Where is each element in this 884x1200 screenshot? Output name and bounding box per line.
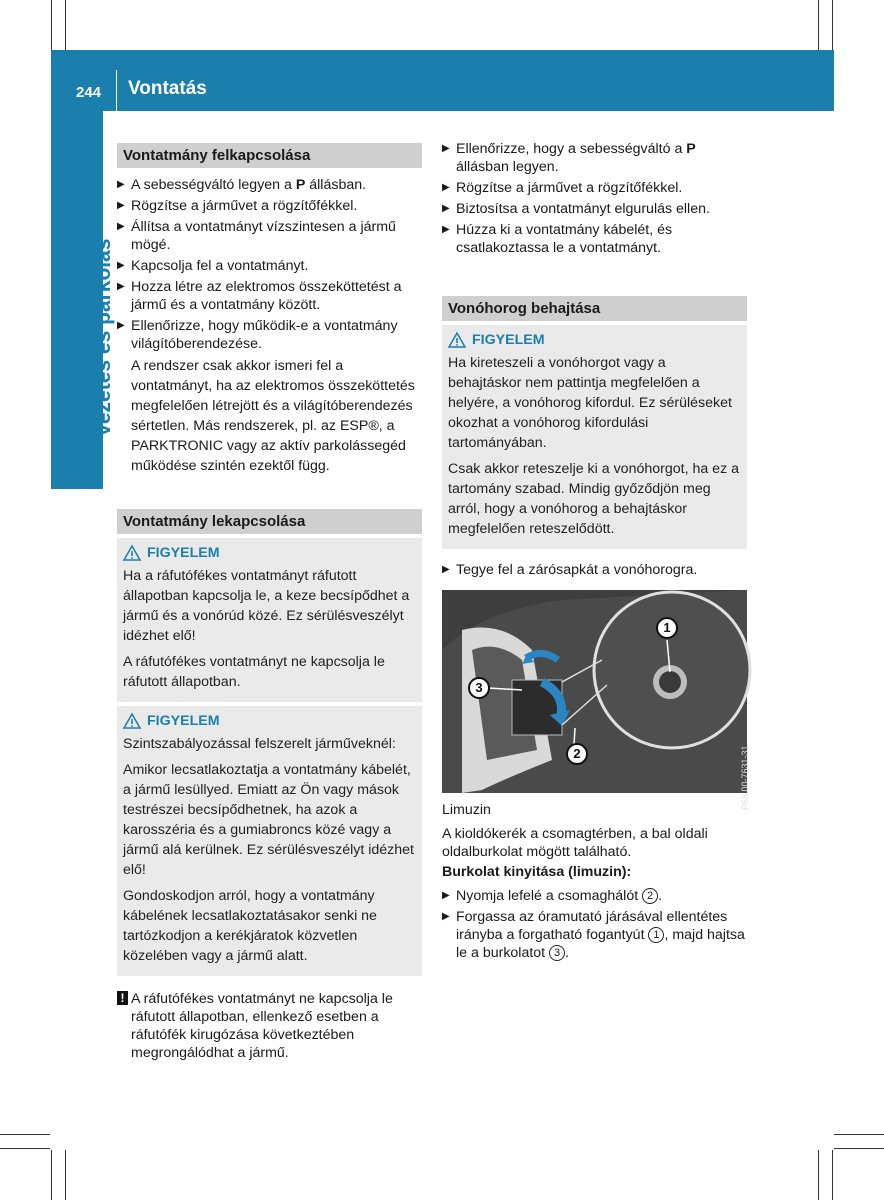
body-text: A kioldókerék a csomagtérben, a bal oldali oldalburkolat mögött található. bbox=[442, 826, 708, 860]
warning-triangle-icon bbox=[448, 332, 466, 348]
callout-3: 3 bbox=[475, 680, 483, 695]
step-item: ▶ Rögzítse a járművet a rögzítőfékkel. bbox=[442, 180, 683, 196]
step-item: ▶ Tegye fel a zárósapkát a vonóhorogra. bbox=[442, 562, 698, 578]
section-heading: Vontatmány felkapcsolása bbox=[117, 143, 422, 168]
right-column bbox=[442, 140, 750, 965]
step-arrow-icon: ▶ bbox=[117, 320, 125, 331]
callout-ref: 3 bbox=[549, 945, 565, 961]
section-heading: Vontatmány lekapcsolása bbox=[117, 509, 422, 534]
step-item: ▶ Ellenőrizze, hogy a sebességváltó a P állásban legyen. bbox=[442, 141, 696, 175]
step-item: ▶ Hozza létre az elektromos összeköttetést a jármű és a vontatmány között. bbox=[117, 279, 402, 313]
crop-mark bbox=[0, 1134, 50, 1135]
step-item: ▶ Állítsa a vontatmányt vízszintesen a jármű mögé. bbox=[117, 219, 396, 253]
step-item: ▶ Biztosítsa a vontatmányt elgurulás ellen. bbox=[442, 201, 710, 217]
crop-mark bbox=[834, 1148, 884, 1149]
step-item: ▶ Ellenőrizze, hogy működik-e a vontatmány világítóberendezése. bbox=[117, 318, 398, 352]
crop-mark bbox=[65, 0, 66, 50]
warning-text: Amikor lecsatlakoztatja a vontatmány kábelét, a jármű lesüllyed. Emiatt az Ön vagy mások testrészei becsípődhetnek, ha azok a karosszéria és a gumiabroncs közé vagy a jármű alá kerülnek. Ez sérülésveszélyt idézhet elő! bbox=[123, 762, 414, 878]
warning-box bbox=[117, 706, 422, 976]
step-arrow-icon: ▶ bbox=[442, 564, 450, 575]
crop-mark bbox=[51, 1150, 52, 1200]
side-tab-label: Vezetés és parkolás bbox=[92, 238, 115, 437]
step-arrow-icon: ▶ bbox=[117, 200, 125, 211]
step-item: ▶ Húzza ki a vontatmány kábelét, és csatlakoztassa le a vontatmányt. bbox=[442, 222, 673, 256]
step-item: ▶ Kapcsolja fel a vontatmányt. bbox=[117, 258, 309, 274]
step-item: ▶ Forgassa az óramutató járásával ellentétes irányba a forgatható fogantyút 1 , majd hajtsa le a burkolatot 3 . bbox=[442, 909, 745, 961]
trunk-drawing bbox=[442, 590, 747, 793]
step-arrow-icon: ▶ bbox=[117, 260, 125, 271]
warning-text: A ráfutófékes vontatmányt ne kapcsolja le ráfutott állapotban. bbox=[123, 654, 385, 690]
page-title: Vontatás bbox=[128, 78, 207, 99]
warning-box bbox=[117, 538, 422, 702]
step-list bbox=[442, 140, 747, 257]
step-arrow-icon: ▶ bbox=[442, 143, 450, 154]
crop-mark bbox=[0, 1148, 50, 1149]
step-item: ▶ Rögzítse a járművet a rögzítőfékkel. bbox=[117, 198, 358, 214]
step-item: ▶ A sebességváltó legyen a P állásban. bbox=[117, 177, 367, 193]
step-arrow-icon: ▶ bbox=[442, 203, 450, 214]
callout-ref: 2 bbox=[642, 888, 658, 904]
left-column bbox=[117, 143, 422, 1062]
page-number: 244 bbox=[76, 84, 102, 101]
crop-mark bbox=[818, 0, 819, 50]
step-item: ▶ Nyomja lefelé a csomaghálót 2 . bbox=[442, 888, 663, 904]
warning-text: Gondoskodjon arról, hogy a vontatmány kábelének lecsatlakoztatásakor senki ne tartózkodjon a kerékjáratok közvetlen közelében vagy a jármű alatt. bbox=[123, 888, 377, 964]
crop-mark bbox=[832, 1150, 833, 1200]
warning-title: FIGYELEM bbox=[448, 331, 741, 349]
step-arrow-icon: ▶ bbox=[117, 179, 125, 190]
step-arrow-icon: ▶ bbox=[442, 224, 450, 235]
crop-mark bbox=[65, 1150, 66, 1200]
subheading: Burkolat kinyitása (limuzin): bbox=[442, 864, 632, 880]
warning-triangle-icon bbox=[123, 713, 141, 729]
info-note: A rendszer csak akkor ismeri fel a vontatmányt, ha az elektromos összeköttetés megfelelően létrejött és a világítóberendezés sértetlen. Más rendszerek, pl. az ESP®, a PARKTRONIC vagy az aktív parkolássegéd működése szintén ezektől függ. bbox=[131, 358, 415, 474]
step-arrow-icon: ▶ bbox=[442, 890, 450, 901]
crop-mark bbox=[51, 0, 52, 50]
warning-title: FIGYELEM bbox=[123, 544, 416, 562]
exclamation-icon: ! bbox=[117, 991, 128, 1005]
callout-ref: 1 bbox=[648, 927, 664, 943]
header-divider bbox=[116, 70, 117, 111]
caution-note: ! A ráfutófékes vontatmányt ne kapcsolja le ráfutott állapotban, ellenkező esetben a ráfutófék kirugózása következtében megrongálódhat a jármű. bbox=[117, 990, 422, 1062]
crop-mark bbox=[834, 1134, 884, 1135]
warning-box bbox=[442, 325, 747, 549]
crop-mark bbox=[832, 0, 833, 50]
step-arrow-icon: ▶ bbox=[442, 182, 450, 193]
step-arrow-icon: ▶ bbox=[117, 221, 125, 232]
figure-code: P68.00-7631-31 bbox=[740, 745, 750, 810]
figure-caption: Limuzin bbox=[442, 802, 491, 818]
step-arrow-icon: ▶ bbox=[117, 281, 125, 292]
warning-triangle-icon bbox=[123, 545, 141, 561]
warning-title: FIGYELEM bbox=[123, 712, 416, 730]
step-list bbox=[117, 176, 422, 353]
section-heading: Vonóhorog behajtása bbox=[442, 296, 747, 321]
warning-text: Ha kireteszeli a vonóhorgot vagy a behajtáskor nem pattintja megfelelően a helyére, a vonóhorog kifordul. Ez sérüléseket okozhat a vonóhorog kifordulási tartományában. bbox=[448, 355, 732, 451]
warning-text: Ha a ráfutófékes vontatmányt ráfutott állapotban kapcsolja le, a keze becsípődhet a jármű és a vonórúd közé. Ez sérülésveszélyt idézhet elő! bbox=[123, 568, 410, 644]
warning-text: Csak akkor reteszelje ki a vonóhorgot, ha ez a tartomány szabad. Mindig győződjön meg arról, hogy a vonóhorog a behajtáskor megfelelően reteszelődött. bbox=[448, 461, 739, 537]
callout-2: 2 bbox=[573, 746, 581, 761]
step-arrow-icon: ▶ bbox=[442, 911, 450, 922]
crop-mark bbox=[818, 1150, 819, 1200]
callout-1: 1 bbox=[663, 620, 671, 635]
warning-text: Szintszabályozással felszerelt járműveknél: bbox=[123, 736, 396, 752]
